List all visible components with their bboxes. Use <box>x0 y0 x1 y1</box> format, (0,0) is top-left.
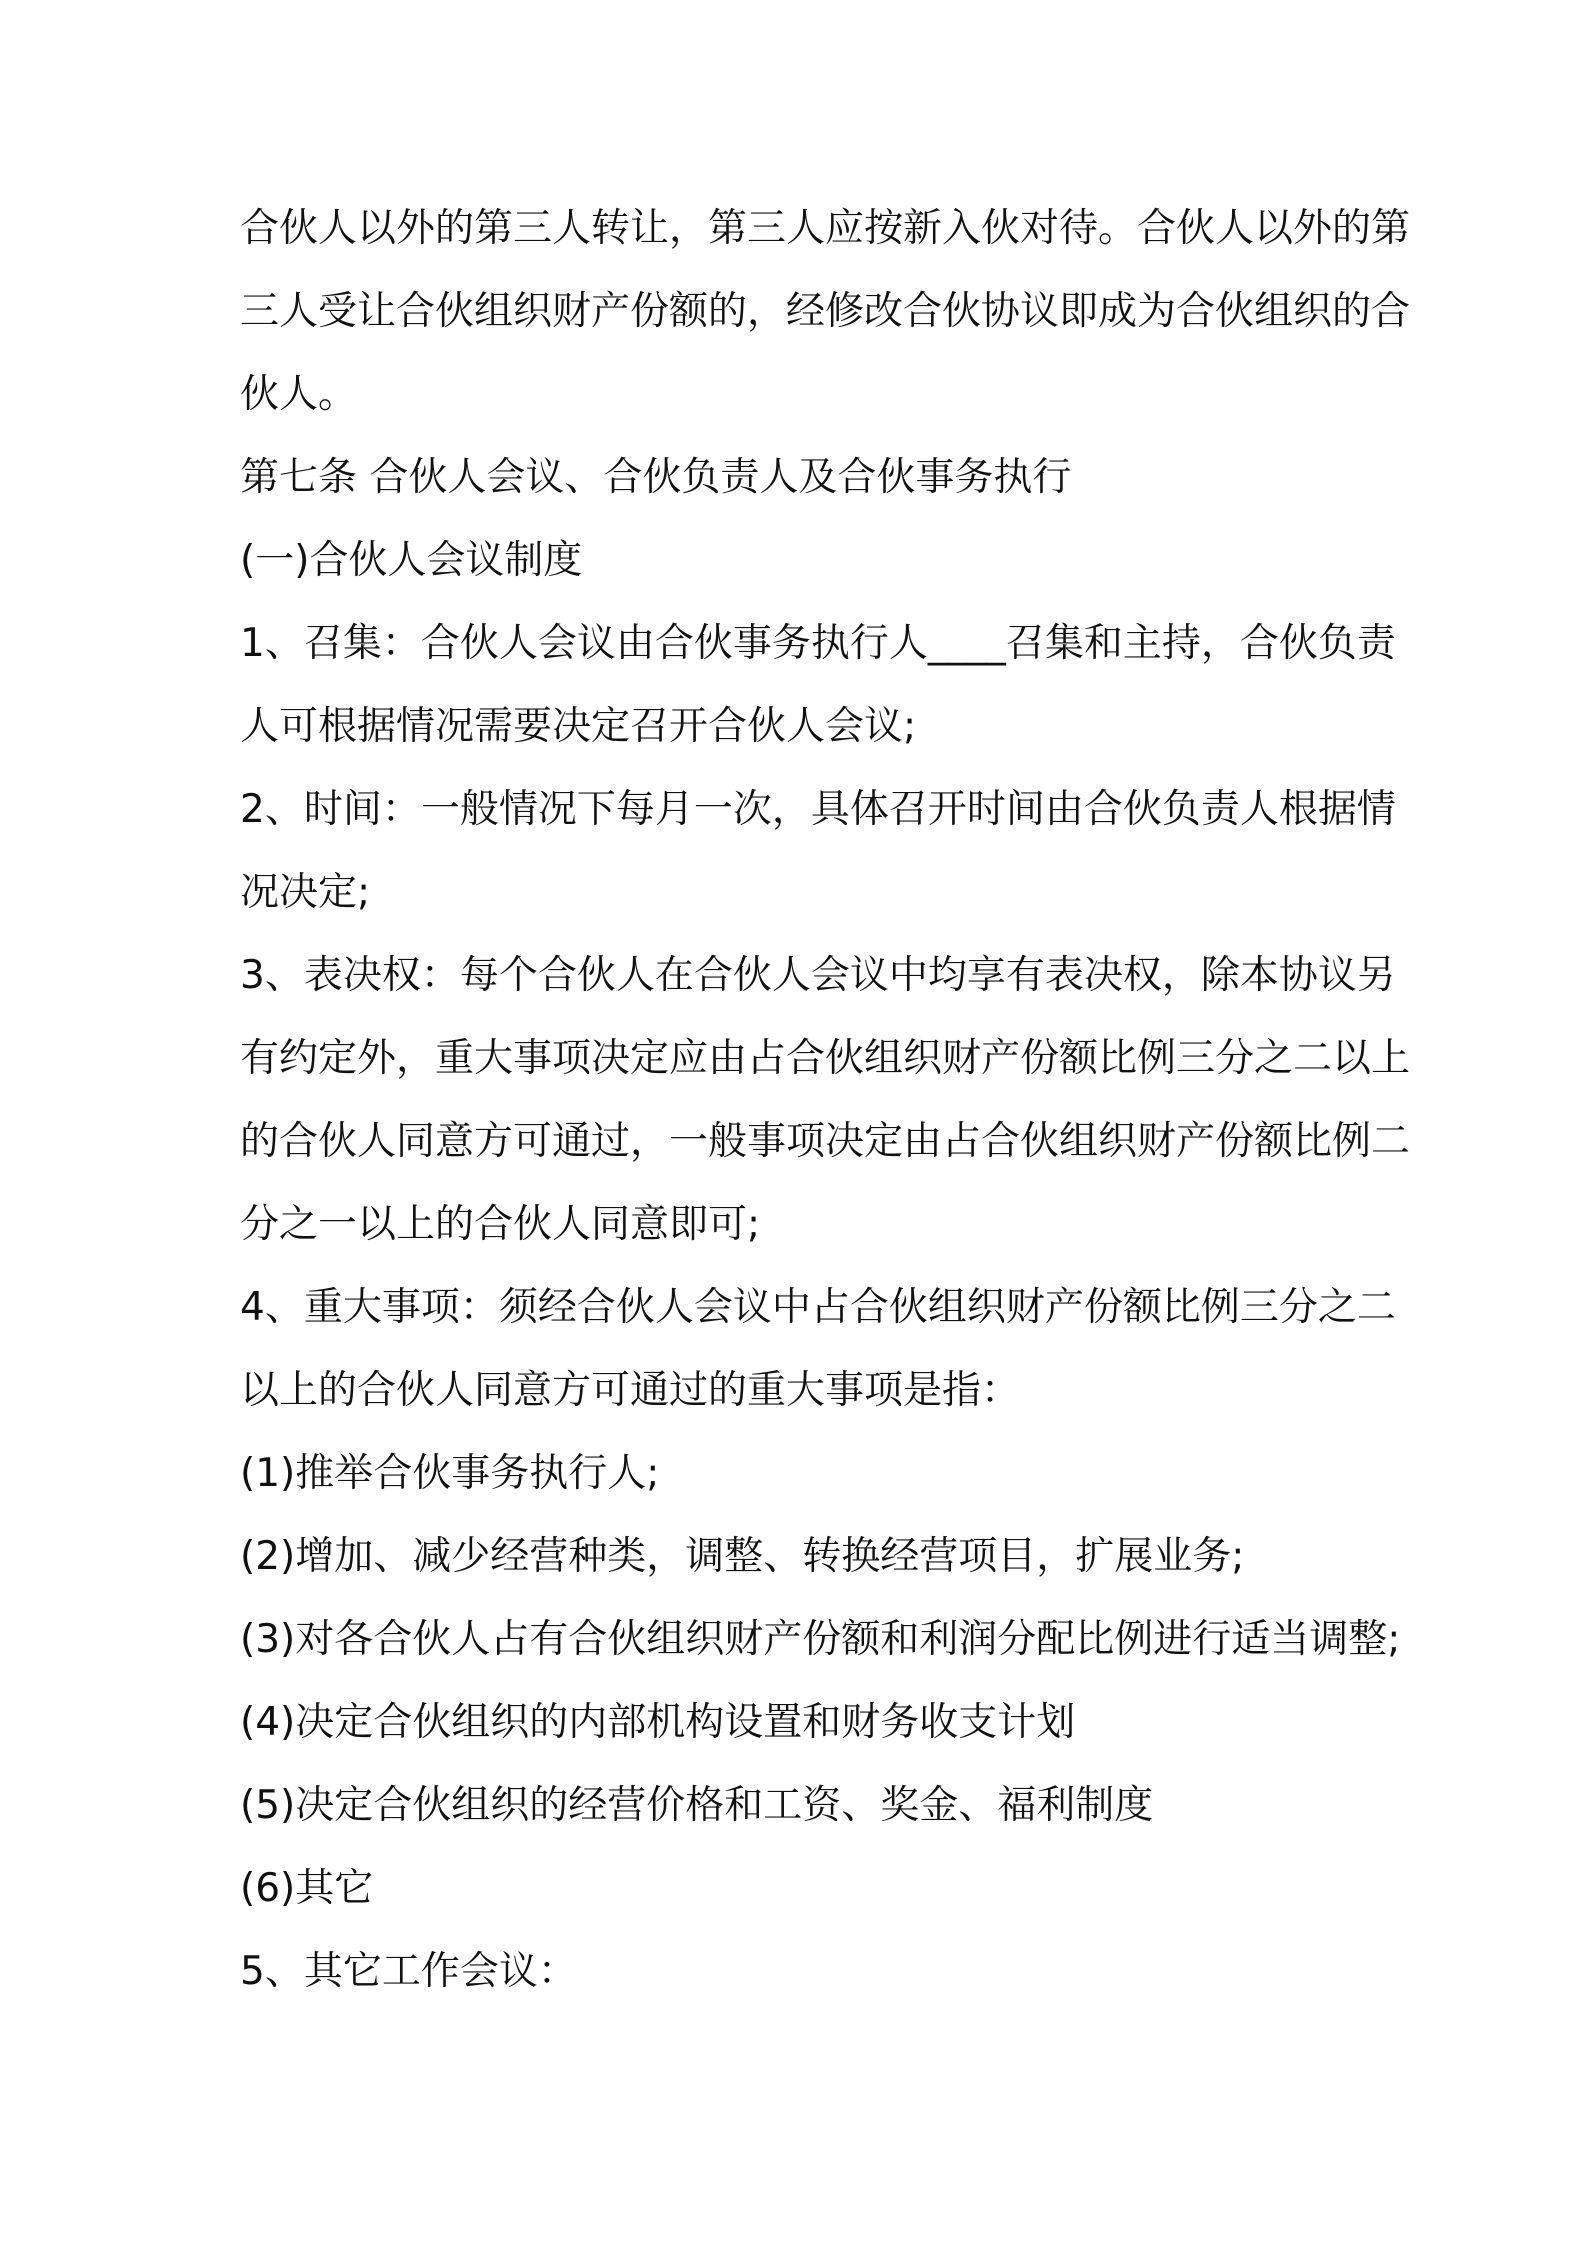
list-item: (4)决定合伙组织的内部机构设置和财务收支计划 <box>240 1700 1076 1745</box>
article-heading: 第七条 合伙人会议、合伙负责人及合伙事务执行 <box>240 455 1072 500</box>
text-line: 人可根据情况需要决定召开合伙人会议; <box>240 704 917 749</box>
list-item: (3)对各合伙人占有合伙组织财产份额和利润分配比例进行适当调整; <box>240 1617 1401 1662</box>
text-line: 三人受让合伙组织财产份额的，经修改合伙协议即成为合伙组织的合 <box>240 289 1411 334</box>
text-line: 况决定; <box>240 870 371 915</box>
text-line: 以上的合伙人同意方可通过的重大事项是指： <box>240 1368 1021 1413</box>
text-line: 合伙人以外的第三人转让，第三人应按新入伙对待。合伙人以外的第 <box>240 206 1411 251</box>
text-line: 伙人。 <box>240 372 358 417</box>
list-item: (2)增加、减少经营种类，调整、转换经营项目，扩展业务; <box>240 1534 1245 1579</box>
list-item: (5)决定合伙组织的经营价格和工资、奖金、福利制度 <box>240 1783 1154 1828</box>
text-line: 2、时间：一般情况下每月一次，具体召开时间由合伙负责人根据情 <box>240 787 1396 832</box>
text-line: 有约定外，重大事项决定应由占合伙组织财产份额比例三分之二以上 <box>240 1036 1411 1081</box>
text-line: 5、其它工作会议： <box>240 1949 577 1994</box>
list-item: (1)推举合伙事务执行人; <box>240 1451 660 1496</box>
text-line: 1、召集：合伙人会议由合伙事务执行人____召集和主持，合伙负责 <box>240 621 1396 666</box>
list-item: (6)其它 <box>240 1866 374 1911</box>
text-line: 3、表决权：每个合伙人在合伙人会议中均享有表决权，除本协议另 <box>240 953 1396 998</box>
text-line: 4、重大事项：须经合伙人会议中占合伙组织财产份额比例三分之二 <box>240 1285 1396 1330</box>
text-line: 分之一以上的合伙人同意即可; <box>240 1202 761 1247</box>
text-line: 的合伙人同意方可通过，一般事项决定由占合伙组织财产份额比例二 <box>240 1119 1411 1164</box>
section-heading: (一)合伙人会议制度 <box>240 538 583 583</box>
